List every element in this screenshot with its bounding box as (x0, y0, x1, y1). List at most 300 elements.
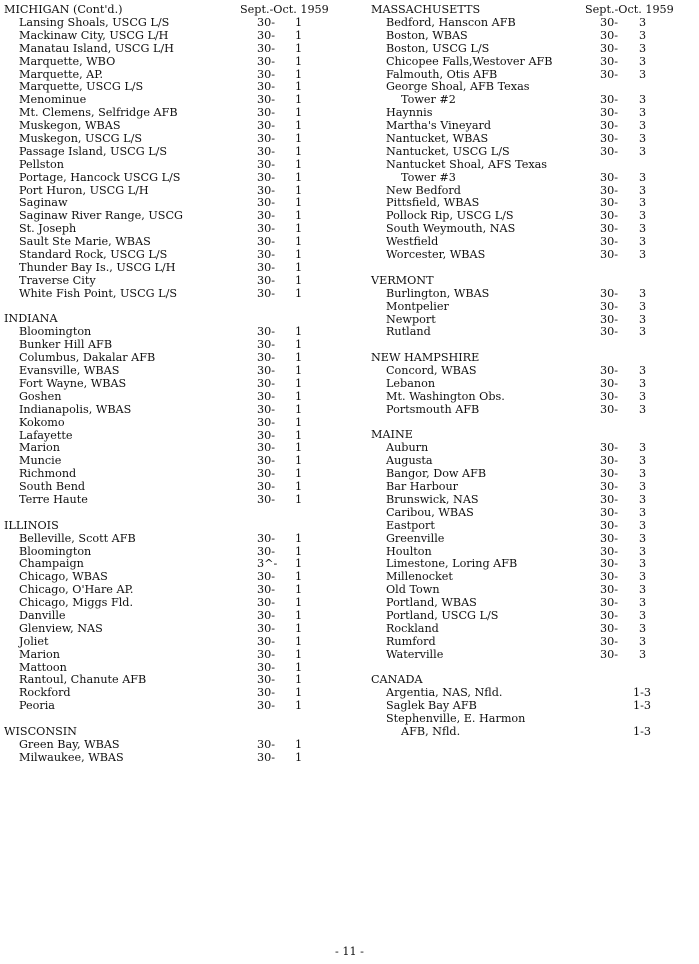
date-start: 30- (600, 389, 619, 403)
table-row (4, 636, 344, 649)
date-end: 3 (639, 106, 647, 120)
date-end: 1 (295, 531, 303, 545)
table-row (4, 623, 344, 636)
date-start: 30- (600, 621, 619, 635)
page-number: - 11 - (335, 945, 364, 958)
date-start: 30- (257, 441, 276, 455)
table-row (4, 56, 344, 69)
date-start: 30- (600, 67, 619, 81)
section-indiana (4, 313, 344, 506)
date-start: 30- (600, 196, 619, 210)
date-end: 3 (639, 557, 647, 571)
date-end: 3 (639, 67, 647, 81)
date-end: 3 (639, 544, 647, 558)
table-row (371, 172, 699, 185)
date-end: 1 (295, 699, 303, 713)
station-name: Chicago, O'Hare AP. (19, 583, 134, 597)
date-end: 3 (639, 376, 647, 390)
station-name: Evansville, WBAS (19, 364, 120, 378)
station-name: Eastport (386, 518, 435, 532)
date-start: 30- (257, 647, 276, 661)
date-end: 3 (639, 41, 647, 55)
date-start: 30- (600, 54, 619, 68)
table-row (371, 56, 699, 69)
date-end: 1 (295, 16, 303, 29)
station-name: Concord, WBAS (386, 364, 477, 378)
date-start: 30- (600, 222, 619, 236)
station-name: White Fish Point, USCG L/S (19, 286, 178, 300)
table-row (4, 391, 344, 404)
station-name: Fort Wayne, WBAS (19, 376, 127, 390)
date-end: 1 (295, 750, 303, 764)
table-row (371, 726, 699, 739)
date-end: 1-3 (633, 686, 652, 700)
station-name: Waterville (386, 647, 444, 661)
station-name: Portland, USCG L/S (386, 609, 499, 623)
station-name: Champaign (19, 557, 84, 571)
date-end: 1 (295, 583, 303, 597)
date-start: 30- (600, 493, 619, 506)
table-row (4, 533, 344, 546)
date-end: 3 (639, 209, 647, 223)
station-name: Boston, WBAS (386, 28, 468, 42)
table-row (371, 159, 699, 172)
table-row (371, 404, 699, 417)
date-start: 30- (600, 209, 619, 223)
date-end: 3 (639, 505, 647, 519)
date-start: 30- (257, 119, 276, 133)
date-start: 30- (257, 132, 276, 146)
date-end: 3 (639, 132, 647, 146)
date-start: 30- (257, 325, 276, 339)
station-name: Burlington, WBAS (386, 286, 490, 300)
station-name: Menominue (19, 93, 87, 107)
table-row (371, 378, 699, 391)
station-name: Goshen (19, 389, 62, 403)
date-start: 30- (257, 248, 276, 262)
date-end: 3 (639, 248, 647, 262)
station-name: Pellston (19, 157, 64, 171)
station-name: Marquette, USCG L/S (19, 80, 144, 94)
date-start: 30- (257, 286, 276, 300)
date-end: 1 (295, 248, 303, 262)
station-name: Richmond (19, 467, 77, 481)
station-name: Houlton (386, 544, 432, 558)
date-start: 30- (257, 480, 276, 494)
date-start: 30- (257, 686, 276, 700)
date-end: 1 (295, 338, 303, 352)
date-end: 1 (295, 557, 303, 571)
date-end: 1 (295, 41, 303, 55)
date-end: 3 (639, 325, 647, 339)
date-end: 1 (295, 376, 303, 390)
table-row (4, 17, 344, 30)
date-end: 3 (639, 583, 647, 597)
station-name: Martha's Vineyard (386, 119, 492, 133)
date-end: 1 (295, 621, 303, 635)
date-start: 30- (257, 402, 276, 416)
date-end: 1 (295, 132, 303, 146)
station-name: Rantoul, Chanute AFB (19, 673, 147, 687)
table-row (4, 610, 344, 623)
table-row (4, 752, 344, 765)
date-start: 30- (257, 389, 276, 403)
table-row (371, 533, 699, 546)
date-end: 3 (639, 596, 647, 610)
date-end: 1 (295, 634, 303, 648)
table-row (4, 700, 344, 713)
table-row (371, 30, 699, 43)
table-row (371, 520, 699, 533)
date-start: 30- (257, 376, 276, 390)
station-name: Boston, USCG L/S (386, 41, 490, 55)
station-name: Muskegon, WBAS (19, 119, 121, 133)
date-start: 30- (600, 299, 619, 313)
date-end: 3 (639, 634, 647, 648)
table-row (371, 326, 699, 339)
station-name: Bangor, Dow AFB (386, 467, 487, 481)
date-end: 1 (295, 93, 303, 107)
station-name: Bedford, Hanscon AFB (386, 16, 516, 29)
date-end: 1 (295, 119, 303, 133)
date-end: 1 (295, 222, 303, 236)
date-start: 30- (257, 28, 276, 42)
left-column (4, 4, 344, 778)
date-start: 30- (257, 351, 276, 365)
date-end: 3 (639, 480, 647, 494)
date-start: 30- (600, 93, 619, 107)
section-illinois (4, 520, 344, 713)
date-end: 1 (295, 673, 303, 687)
date-start: 30- (600, 596, 619, 610)
table-row (371, 288, 699, 301)
date-end: 3 (639, 28, 647, 42)
date-end: 1 (295, 428, 303, 442)
date-end: 3 (639, 144, 647, 158)
section-michigan (4, 17, 344, 301)
date-end: 3 (639, 518, 647, 532)
station-name: Pollock Rip, USCG L/S (386, 209, 514, 223)
date-start: 30- (600, 132, 619, 146)
date-start: 30- (600, 609, 619, 623)
date-start: 30- (600, 28, 619, 42)
date-end: 3 (639, 54, 647, 68)
station-name: Auburn (386, 441, 429, 455)
date-start: 30- (257, 144, 276, 158)
date-start: 30- (257, 699, 276, 713)
section-title: VERMONT (371, 273, 434, 287)
station-name: Haynnis (386, 106, 433, 120)
station-name: Thunder Bay Is., USCG L/H (19, 260, 176, 274)
table-row (371, 391, 699, 404)
date-end: 3 (639, 467, 647, 481)
date-start: 30- (257, 750, 276, 764)
station-name: Marquette, AP. (19, 67, 104, 81)
table-row (4, 404, 344, 417)
date-start: 30- (257, 67, 276, 81)
date-start: 30- (257, 570, 276, 584)
table-row (371, 610, 699, 623)
station-name: Worcester, WBAS (386, 248, 486, 262)
station-name: Milwaukee, WBAS (19, 750, 124, 764)
date-start: 30- (600, 364, 619, 378)
station-name: Lafayette (19, 428, 73, 442)
date-start: 30- (257, 235, 276, 249)
date-end: 3 (639, 286, 647, 300)
date-end: 1 (295, 235, 303, 249)
date-start: 30- (600, 325, 619, 339)
date-start: 30- (600, 402, 619, 416)
date-end: 3 (639, 402, 647, 416)
date-end: 3 (639, 441, 647, 455)
table-row (371, 43, 699, 56)
date-end: 1 (295, 106, 303, 120)
table-row (4, 133, 344, 146)
station-name: Nantucket Shoal, AFS Texas (386, 157, 548, 171)
date-start: 30- (257, 596, 276, 610)
station-name: Pittsfield, WBAS (386, 196, 480, 210)
section-title: WISCONSIN (4, 724, 77, 738)
date-end: 3 (639, 222, 647, 236)
date-start: 30- (257, 660, 276, 674)
station-name: Montpelier (386, 299, 449, 313)
station-name: Green Bay, WBAS (19, 737, 120, 751)
date-end: 3 (639, 183, 647, 197)
table-row (4, 43, 344, 56)
date-start: 30- (257, 209, 276, 223)
table-row (371, 507, 699, 520)
station-name: Chicago, Miggs Fld. (19, 596, 133, 610)
date-start: 30- (600, 647, 619, 661)
date-start: 30- (600, 518, 619, 532)
date-start: 30- (257, 634, 276, 648)
date-start: 30- (600, 16, 619, 29)
date-end: 1 (295, 286, 303, 300)
station-name: Kokomo (19, 415, 65, 429)
date-start: 30- (257, 428, 276, 442)
station-name: Augusta (386, 454, 433, 468)
date-start: 30- (257, 41, 276, 55)
date-end: 1 (295, 67, 303, 81)
station-name: Danville (19, 609, 66, 622)
date-start: 30- (600, 119, 619, 133)
table-row (371, 249, 699, 262)
station-name: Millenocket (386, 570, 453, 584)
station-name: Mattoon (19, 660, 67, 674)
date-start: 30- (600, 570, 619, 584)
date-end: 1 (295, 402, 303, 416)
date-end: 1 (295, 389, 303, 403)
station-name: Portsmouth AFB (386, 402, 480, 416)
station-name: Sault Ste Marie, WBAS (19, 235, 151, 249)
station-name: Bunker Hill AFB (19, 338, 113, 352)
table-row (4, 378, 344, 391)
date-end: 3 (639, 389, 647, 403)
station-name: Columbus, Dakalar AFB (19, 351, 156, 365)
table-row (4, 275, 344, 288)
table-row (371, 636, 699, 649)
station-name: Saginaw (19, 196, 68, 210)
section-title: ILLINOIS (4, 518, 59, 532)
station-name: Muncie (19, 454, 62, 468)
date-start: 30- (600, 544, 619, 558)
station-name: Old Town (386, 583, 440, 597)
station-name: Mackinaw City, USCG L/H (19, 28, 169, 42)
date-start: 30- (257, 54, 276, 68)
station-name: Peoria (19, 699, 55, 713)
date-end: 3 (639, 312, 647, 326)
station-name: Lansing Shoals, USCG L/S (19, 16, 170, 29)
date-end: 1 (295, 737, 303, 751)
station-name: Joliet (19, 634, 49, 648)
date-start: 30- (600, 183, 619, 197)
date-start: 30- (257, 338, 276, 352)
station-name: Westfield (386, 235, 439, 249)
table-row (4, 417, 344, 430)
station-name: Port Huron, USCG L/H (19, 183, 149, 197)
table-row (4, 249, 344, 262)
station-name: Rockland (386, 621, 439, 635)
date-heading: Sept.-Oct. 1959 (585, 3, 674, 16)
date-start: 30- (600, 557, 619, 571)
date-end: 1 (295, 492, 303, 506)
table-row (371, 133, 699, 146)
date-start: 30- (257, 467, 276, 481)
date-start: 30- (257, 183, 276, 197)
station-name: Saginaw River Range, USCG (19, 209, 183, 223)
station-name: Nantucket, USCG L/S (386, 144, 510, 158)
section-vermont (371, 275, 699, 340)
date-start: 30- (257, 196, 276, 210)
date-end: 1 (295, 647, 303, 661)
station-name: Rumford (386, 634, 436, 648)
date-end: 3 (639, 196, 647, 210)
date-start: 30- (257, 737, 276, 751)
section-title: NEW HAMPSHIRE (371, 351, 480, 365)
section-massachusetts (371, 17, 699, 262)
station-name: Marion (19, 647, 60, 661)
date-end: 3 (639, 16, 647, 29)
station-name: AFB, Nfld. (401, 725, 461, 739)
date-start: 30- (257, 415, 276, 429)
section-new-hampshire (371, 352, 699, 417)
station-name: George Shoal, AFB Texas (386, 80, 530, 94)
date-end: 1 (295, 467, 303, 481)
station-name: Chicopee Falls,Westover AFB (386, 54, 553, 68)
right-column (371, 4, 699, 752)
date-start: 30- (257, 106, 276, 120)
station-name: Glenview, NAS (19, 621, 103, 635)
date-end: 1 (295, 544, 303, 558)
station-name: Bloomington (19, 544, 92, 558)
date-start: 30- (600, 376, 619, 390)
date-end: 1 (295, 364, 303, 378)
date-end: 1 (295, 686, 303, 700)
date-end: 1 (295, 28, 303, 42)
date-end: 1 (295, 273, 303, 287)
station-name: Rutland (386, 325, 431, 339)
station-name: Caribou, WBAS (386, 505, 474, 519)
station-name: Portland, WBAS (386, 596, 477, 610)
section-wisconsin (4, 726, 344, 765)
date-start: 30- (257, 609, 276, 622)
date-start: 30- (257, 364, 276, 378)
date-end: 1 (295, 660, 303, 674)
date-start: 30- (257, 80, 276, 94)
date-end: 1 (295, 609, 303, 622)
date-end: 1 (295, 351, 303, 365)
date-end: 1-3 (633, 725, 652, 739)
section-title: MICHIGAN (Cont'd.) (4, 3, 123, 16)
station-name: Greenville (386, 531, 445, 545)
date-start: 3^- (257, 557, 278, 571)
section-canada (371, 674, 699, 739)
date-end: 1 (295, 157, 303, 171)
station-name: St. Joseph (19, 222, 77, 236)
station-name: Stephenville, E. Harmon (386, 712, 526, 726)
date-start: 30- (257, 260, 276, 274)
date-start: 30- (600, 583, 619, 597)
station-name: Manatau Island, USCG L/H (19, 41, 174, 55)
station-name: Terre Haute (19, 492, 88, 506)
date-end: 1 (295, 80, 303, 94)
station-name: Falmouth, Otis AFB (386, 67, 498, 81)
date-end: 1 (295, 415, 303, 429)
table-row (371, 301, 699, 314)
station-name: Traverse City (19, 273, 96, 287)
station-name: Brunswick, NAS (386, 493, 479, 506)
section-title: MAINE (371, 428, 413, 442)
date-start: 30- (600, 454, 619, 468)
date-end: 3 (639, 570, 647, 584)
table-row (4, 262, 344, 275)
station-name: Newport (386, 312, 436, 326)
date-start: 30- (600, 505, 619, 519)
date-start: 30- (600, 634, 619, 648)
station-name: Mt. Washington Obs. (386, 389, 505, 403)
table-row (4, 30, 344, 43)
date-end: 3 (639, 170, 647, 184)
station-name: Standard Rock, USCG L/S (19, 248, 168, 262)
station-name: New Bedford (386, 183, 461, 197)
station-name: Tower #2 (401, 93, 456, 107)
station-name: Marquette, WBO (19, 54, 116, 68)
date-end: 3 (639, 621, 647, 635)
date-start: 30- (257, 93, 276, 107)
date-end: 1 (295, 196, 303, 210)
station-name: Lebanon (386, 376, 436, 390)
station-name: Nantucket, WBAS (386, 132, 489, 146)
station-name: Mt. Clemens, Selfridge AFB (19, 106, 178, 120)
section-title: CANADA (371, 673, 423, 687)
date-end: 1 (295, 480, 303, 494)
date-end: 3 (639, 93, 647, 107)
table-row (371, 146, 699, 159)
date-heading: Sept.-Oct. 1959 (240, 3, 329, 16)
date-start: 30- (600, 441, 619, 455)
date-end: 3 (639, 299, 647, 313)
date-end: 1 (295, 570, 303, 584)
table-row (371, 623, 699, 636)
date-start: 30- (600, 480, 619, 494)
table-row (371, 649, 699, 662)
date-end: 1 (295, 260, 303, 274)
date-start: 30- (257, 531, 276, 545)
date-start: 30- (600, 106, 619, 120)
date-start: 30- (600, 144, 619, 158)
date-end: 1 (295, 144, 303, 158)
station-name: South Bend (19, 480, 86, 494)
